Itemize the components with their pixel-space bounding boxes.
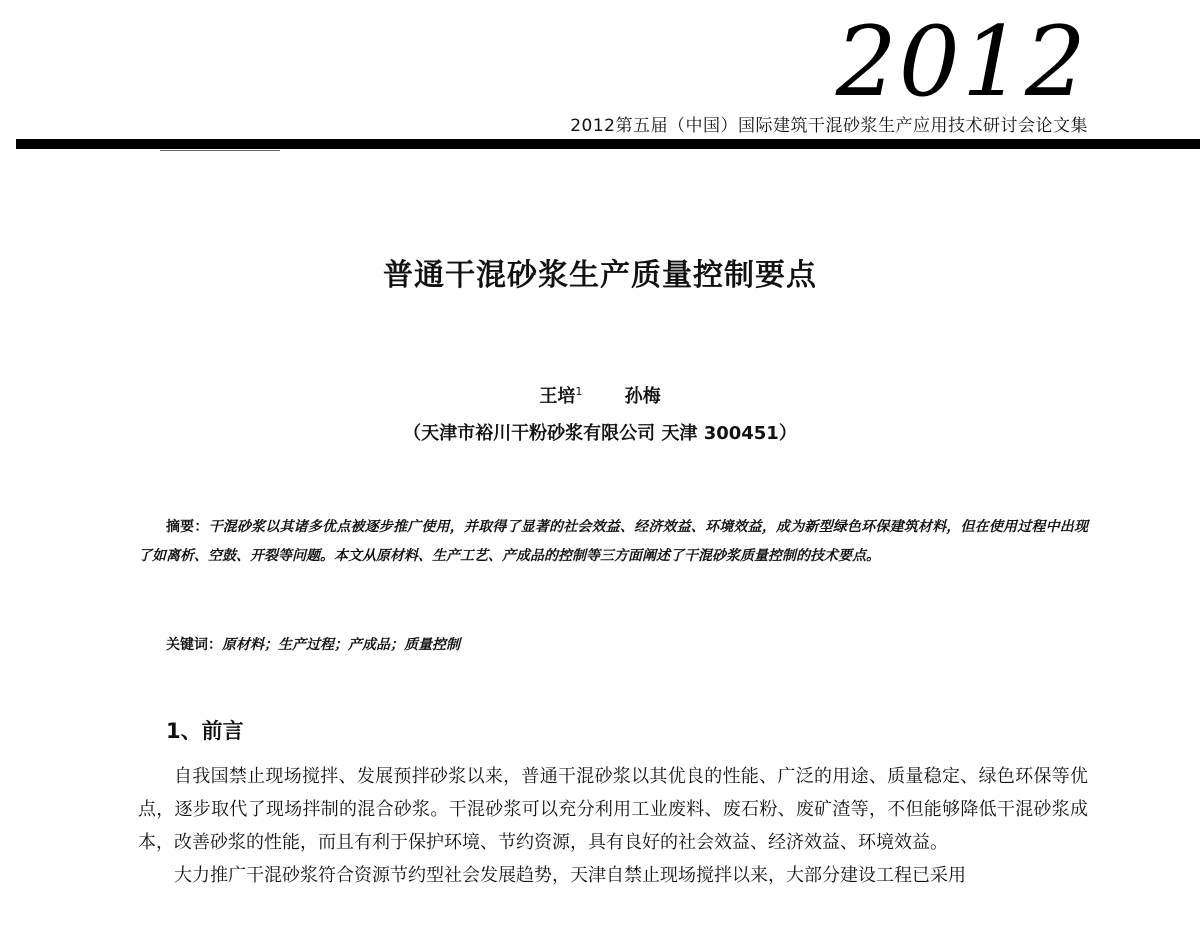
abstract — [138, 513, 1088, 571]
paper-title: 普通干混砂浆生产质量控制要点 — [383, 258, 817, 293]
header-rule-thin — [160, 150, 280, 151]
conference-title: 2012第五届（中国）国际建筑干混砂浆生产应用技术研讨会论文集 — [570, 116, 1088, 136]
header-year: 2012 — [835, 6, 1088, 118]
author-superscript: 1 — [575, 385, 583, 398]
author-name: 孙梅 — [624, 386, 661, 407]
keywords-text: 原材料；生产过程；产成品；质量控制 — [222, 637, 460, 653]
keywords-label: 关键词： — [166, 637, 222, 653]
body-paragraph: 大力推广干混砂浆符合资源节约型社会发展趋势，天津自禁止现场搅拌以来，大部分建设工程已采用 — [174, 865, 966, 886]
body-paragraph: 自我国禁止现场搅拌、发展预拌砂浆以来，普通干混砂浆以其优良的性能、广泛的用途、质量稳定、绿色环保等优点，逐步取代了现场拌制的混合砂浆。干混砂浆可以充分利用工业废料、废石粉、废矿渣等，不但能够降低干混砂浆成本，改善砂浆的性能，而且有利于保护环境、节约资源，具有良好的社会效益、经济效益、环境效益。 — [138, 766, 1088, 853]
author-name: 王培 — [539, 386, 576, 407]
header-rule — [16, 139, 1200, 149]
section-heading: 1、前言 — [166, 719, 244, 743]
keywords — [166, 633, 1086, 657]
abstract-text: 干混砂浆以其诸多优点被逐步推广使用，并取得了显著的社会效益、经济效益、环境效益，成为新型绿色环保建筑材料，但在使用过程中出现了如离析、空鼓、开裂等问题。本文从原材料、生产工艺、产成品的控制等三方面阐述了干混砂浆质量控制的技术要点。 — [138, 519, 1088, 564]
section-body — [138, 760, 1088, 892]
abstract-label: 摘要： — [166, 519, 209, 535]
author-list — [0, 381, 1200, 408]
affiliation: （天津市裕川干粉砂浆有限公司 天津 300451） — [403, 423, 797, 444]
